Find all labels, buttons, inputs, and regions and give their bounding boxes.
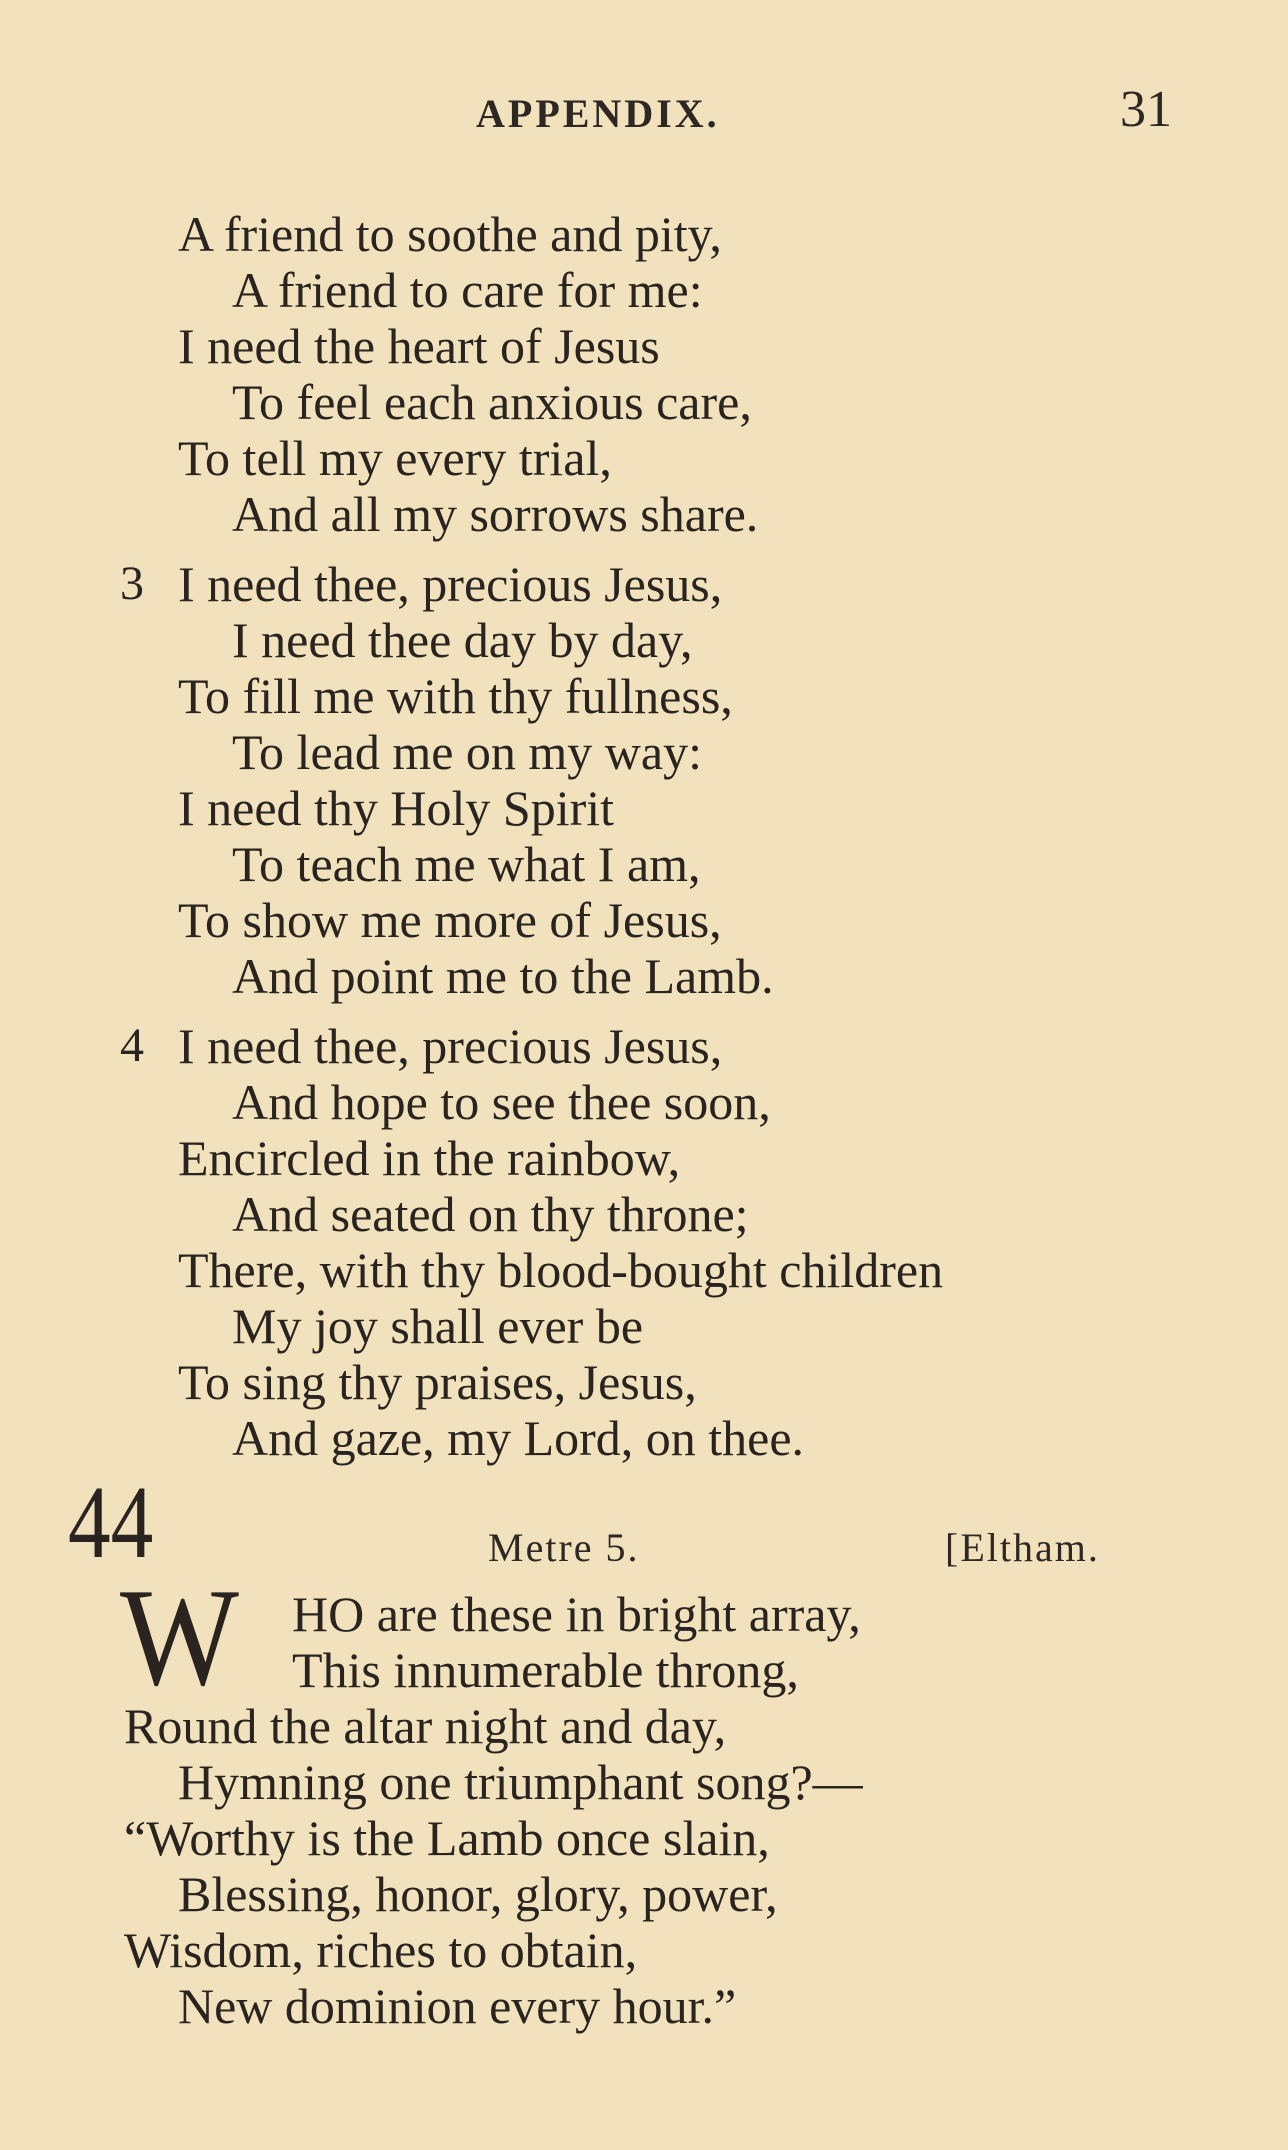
verse-line: To feel each anxious care,: [232, 374, 752, 430]
verse-line: And gaze, my Lord, on thee.: [232, 1410, 805, 1466]
verse-line: I need thy Holy Spirit: [178, 780, 615, 836]
verse-line: New dominion every hour.”: [178, 1978, 737, 2034]
verse-line: Wisdom, riches to obtain,: [124, 1922, 638, 1978]
tune-name: [Eltham.: [945, 1525, 1100, 1570]
verse-line: To sing thy praises, Jesus,: [178, 1354, 697, 1410]
verse-line: I need thee day by day,: [232, 612, 693, 668]
verse-line: “Worthy is the Lamb once slain,: [124, 1810, 770, 1866]
verse-line: To teach me what I am,: [232, 836, 701, 892]
drop-cap: W: [120, 1560, 239, 1715]
page-number: 31: [1120, 81, 1172, 138]
verse-line: Round the altar night and day,: [124, 1698, 727, 1754]
verse-line: My joy shall ever be: [232, 1298, 644, 1354]
verse-line: I need thee, precious Jesus,: [178, 556, 723, 612]
verse-line: To tell my every trial,: [178, 430, 612, 486]
verse-line: This innumerable throng,: [292, 1642, 799, 1698]
verse-line: To show me more of Jesus,: [178, 892, 722, 948]
verse-line: And all my sorrows share.: [232, 486, 759, 542]
verse-line: And point me to the Lamb.: [232, 948, 774, 1004]
metre-label: Metre 5.: [488, 1525, 640, 1570]
stanza-number: 3: [120, 557, 144, 610]
verse-line: A friend to care for me:: [232, 262, 703, 318]
verse-line: Blessing, honor, glory, power,: [178, 1866, 778, 1922]
verse-line: I need thee, precious Jesus,: [178, 1018, 723, 1074]
stanza-number: 4: [120, 1019, 144, 1072]
verse-line: HO are these in bright array,: [292, 1586, 861, 1642]
verse-line: And seated on thy throne;: [232, 1186, 749, 1242]
verse-line: To lead me on my way:: [232, 724, 702, 780]
running-head: APPENDIX.: [476, 91, 720, 136]
verse-line: And hope to see thee soon,: [232, 1074, 771, 1130]
hymn-number: 44: [68, 1465, 154, 1580]
verse-line: There, with thy blood-bought children: [178, 1242, 944, 1298]
verse-line: Hymning one triumphant song?—: [178, 1754, 863, 1810]
verse-line: I need the heart of Jesus: [178, 318, 660, 374]
verse-line: Encircled in the rainbow,: [178, 1130, 681, 1186]
verse-line: A friend to soothe and pity,: [178, 206, 722, 262]
verse-line: To fill me with thy fullness,: [178, 668, 733, 724]
